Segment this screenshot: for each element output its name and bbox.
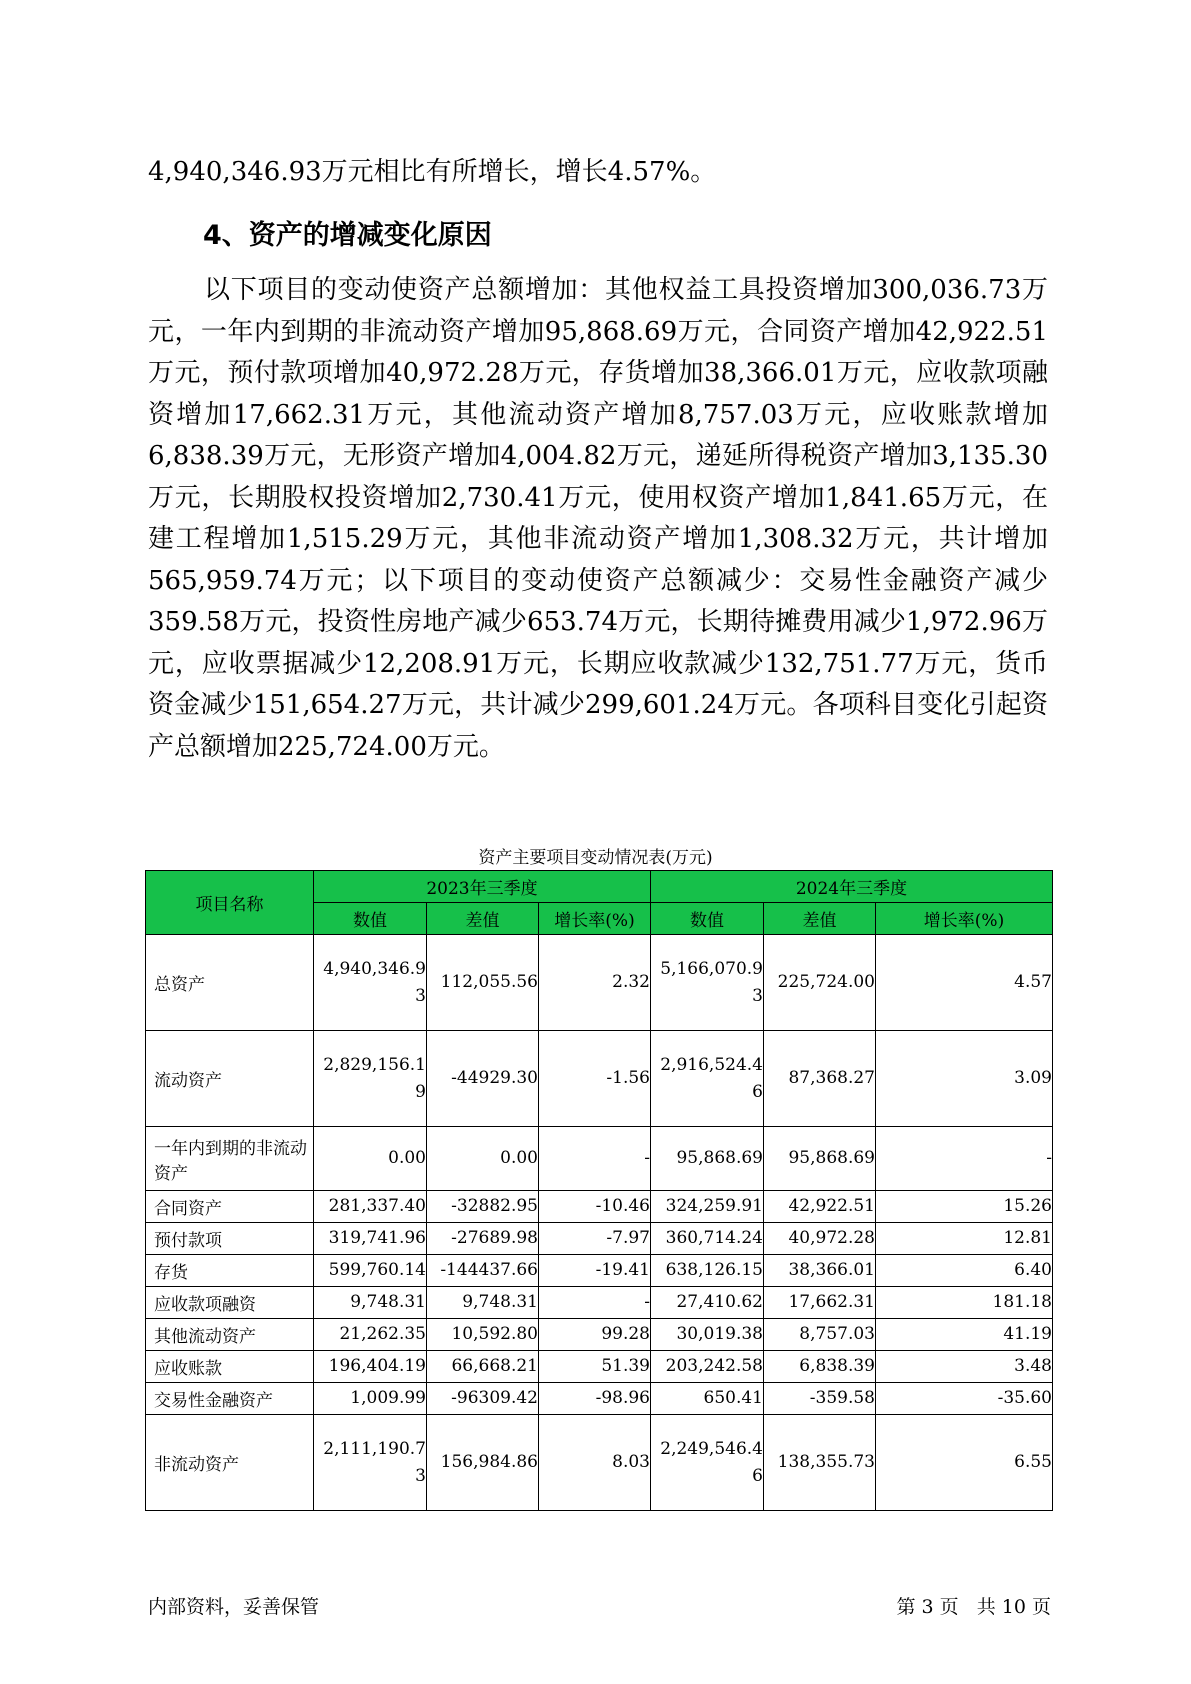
cell-a-rate: -98.96: [539, 1383, 651, 1415]
row-item-name: 一年内到期的非流动资产: [146, 1127, 314, 1191]
cell-a-val: 4,940,346.93: [314, 935, 427, 1031]
footer-page-number: 第 3 页 共 10 页: [896, 1596, 1051, 1618]
cell-b-rate: 3.09: [876, 1031, 1053, 1127]
row-item-name: 交易性金融资产: [146, 1383, 314, 1415]
cell-a-diff: 66,668.21: [427, 1351, 539, 1383]
cell-b-rate: -35.60: [876, 1383, 1053, 1415]
table-row: [146, 1255, 1053, 1287]
cell-a-diff: -96309.42: [427, 1383, 539, 1415]
cell-a-rate: -1.56: [539, 1031, 651, 1127]
table-row: [146, 1351, 1053, 1383]
cell-b-val: 27,410.62: [651, 1287, 764, 1319]
cell-b-val: 324,259.91: [651, 1191, 764, 1223]
row-item-name: 非流动资产: [146, 1415, 314, 1511]
header-diff-2024: 差值: [764, 903, 876, 935]
cell-b-val: 203,242.58: [651, 1351, 764, 1383]
table-row: [146, 1415, 1053, 1511]
cell-b-rate: 15.26: [876, 1191, 1053, 1223]
cell-a-diff: -32882.95: [427, 1191, 539, 1223]
header-diff-2023: 差值: [427, 903, 539, 935]
cell-a-rate: -10.46: [539, 1191, 651, 1223]
cell-a-rate: -7.97: [539, 1223, 651, 1255]
cell-b-diff: 40,972.28: [764, 1223, 876, 1255]
header-period-2024: 2024年三季度: [651, 871, 1053, 903]
cell-b-val: 638,126.15: [651, 1255, 764, 1287]
cell-b-diff: 8,757.03: [764, 1319, 876, 1351]
cell-b-rate: 41.19: [876, 1319, 1053, 1351]
cell-b-diff: 87,368.27: [764, 1031, 876, 1127]
cell-a-val: 599,760.14: [314, 1255, 427, 1287]
paragraph-continuation: 4,940,346.93万元相比有所增长，增长4.57%。: [148, 157, 717, 187]
cell-b-rate: 181.18: [876, 1287, 1053, 1319]
cell-a-val: 9,748.31: [314, 1287, 427, 1319]
cell-b-rate: 3.48: [876, 1351, 1053, 1383]
table-row: [146, 1287, 1053, 1319]
cell-b-val: 95,868.69: [651, 1127, 764, 1191]
row-item-name: 应收账款: [146, 1351, 314, 1383]
cell-b-diff: 6,838.39: [764, 1351, 876, 1383]
cell-a-val: 319,741.96: [314, 1223, 427, 1255]
cell-a-val: 196,404.19: [314, 1351, 427, 1383]
cell-a-diff: 112,055.56: [427, 935, 539, 1031]
cell-b-rate: 6.55: [876, 1415, 1053, 1511]
cell-a-rate: 2.32: [539, 935, 651, 1031]
cell-a-val: 2,111,190.73: [314, 1415, 427, 1511]
row-item-name: 应收款项融资: [146, 1287, 314, 1319]
cell-a-val: 21,262.35: [314, 1319, 427, 1351]
footer-confidential: 内部资料，妥善保管: [148, 1596, 320, 1618]
table-caption: 资产主要项目变动情况表(万元): [478, 848, 713, 868]
section-heading: 4、资产的增减变化原因: [203, 220, 492, 251]
table-row: [146, 1191, 1053, 1223]
cell-b-val: 360,714.24: [651, 1223, 764, 1255]
cell-a-diff: -27689.98: [427, 1223, 539, 1255]
cell-a-diff: 0.00: [427, 1127, 539, 1191]
cell-b-diff: 38,366.01: [764, 1255, 876, 1287]
table-row: [146, 1223, 1053, 1255]
cell-b-diff: 225,724.00: [764, 935, 876, 1031]
cell-a-diff: 156,984.86: [427, 1415, 539, 1511]
cell-b-rate: 12.81: [876, 1223, 1053, 1255]
cell-a-rate: 51.39: [539, 1351, 651, 1383]
row-item-name: 总资产: [146, 935, 314, 1031]
cell-a-val: 0.00: [314, 1127, 427, 1191]
cell-b-diff: 138,355.73: [764, 1415, 876, 1511]
cell-a-val: 1,009.99: [314, 1383, 427, 1415]
table-row: [146, 1383, 1053, 1415]
cell-a-diff: 10,592.80: [427, 1319, 539, 1351]
cell-a-rate: -19.41: [539, 1255, 651, 1287]
cell-b-diff: 17,662.31: [764, 1287, 876, 1319]
row-item-name: 存货: [146, 1255, 314, 1287]
asset-change-table: [145, 870, 1053, 1511]
cell-b-val: 650.41: [651, 1383, 764, 1415]
table-row: [146, 1319, 1053, 1351]
cell-b-rate: 4.57: [876, 935, 1053, 1031]
cell-a-val: 281,337.40: [314, 1191, 427, 1223]
cell-b-diff: 95,868.69: [764, 1127, 876, 1191]
cell-a-rate: -: [539, 1287, 651, 1319]
header-period-2023: 2023年三季度: [314, 871, 651, 903]
cell-a-rate: 99.28: [539, 1319, 651, 1351]
cell-a-rate: -: [539, 1127, 651, 1191]
header-value-2023: 数值: [314, 903, 427, 935]
cell-b-val: 2,249,546.46: [651, 1415, 764, 1511]
paragraph-body: 以下项目的变动使资产总额增加：其他权益工具投资增加300,036.73万元，一年内到期的非流动资产增加95,868.69万元，合同资产增加42,922.51万元，预付款项增加40,972.28万元，存货增加38,366.01万元，应收款项融资增加17,662.31万元，其他流动资产增加8,757.03万元，应收账款增加6,838.39万元，无形资产增加4,004.82万元，递延所得税资产增加3,135.30万元，长期股权投资增加2,730.41万元，使用权资产增加1,841.65万元，在建工程增加1,515.29万元，其他非流动资产增加1,308.32万元，共计增加565,959.74万元；以下项目的变动使资产总额减少：交易性金融资产减少359.58万元，投资性房地产减少653.74万元，长期待摊费用减少1,972.96万元，应收票据减少12,208.91万元，长期应收款减少132,751.77万元，货币资金减少151,654.27万元，共计减少299,601.24万元。各项科目变化引起资产总额增加225,724.00万元。: [148, 275, 1048, 762]
cell-b-val: 5,166,070.93: [651, 935, 764, 1031]
header-rate-2024: 增长率(%): [876, 903, 1053, 935]
cell-b-diff: 42,922.51: [764, 1191, 876, 1223]
cell-b-diff: -359.58: [764, 1383, 876, 1415]
cell-b-val: 2,916,524.46: [651, 1031, 764, 1127]
header-value-2024: 数值: [651, 903, 764, 935]
row-item-name: 合同资产: [146, 1191, 314, 1223]
cell-b-rate: 6.40: [876, 1255, 1053, 1287]
row-item-name: 预付款项: [146, 1223, 314, 1255]
cell-b-val: 30,019.38: [651, 1319, 764, 1351]
cell-a-val: 2,829,156.19: [314, 1031, 427, 1127]
cell-a-diff: -144437.66: [427, 1255, 539, 1287]
cell-a-rate: 8.03: [539, 1415, 651, 1511]
cell-a-diff: 9,748.31: [427, 1287, 539, 1319]
header-item-name: 项目名称: [146, 871, 314, 935]
row-item-name: 流动资产: [146, 1031, 314, 1127]
table-row: [146, 1127, 1053, 1191]
cell-a-diff: -44929.30: [427, 1031, 539, 1127]
header-rate-2023: 增长率(%): [539, 903, 651, 935]
table-row: [146, 1031, 1053, 1127]
cell-b-rate: -: [876, 1127, 1053, 1191]
row-item-name: 其他流动资产: [146, 1319, 314, 1351]
table-row: [146, 935, 1053, 1031]
